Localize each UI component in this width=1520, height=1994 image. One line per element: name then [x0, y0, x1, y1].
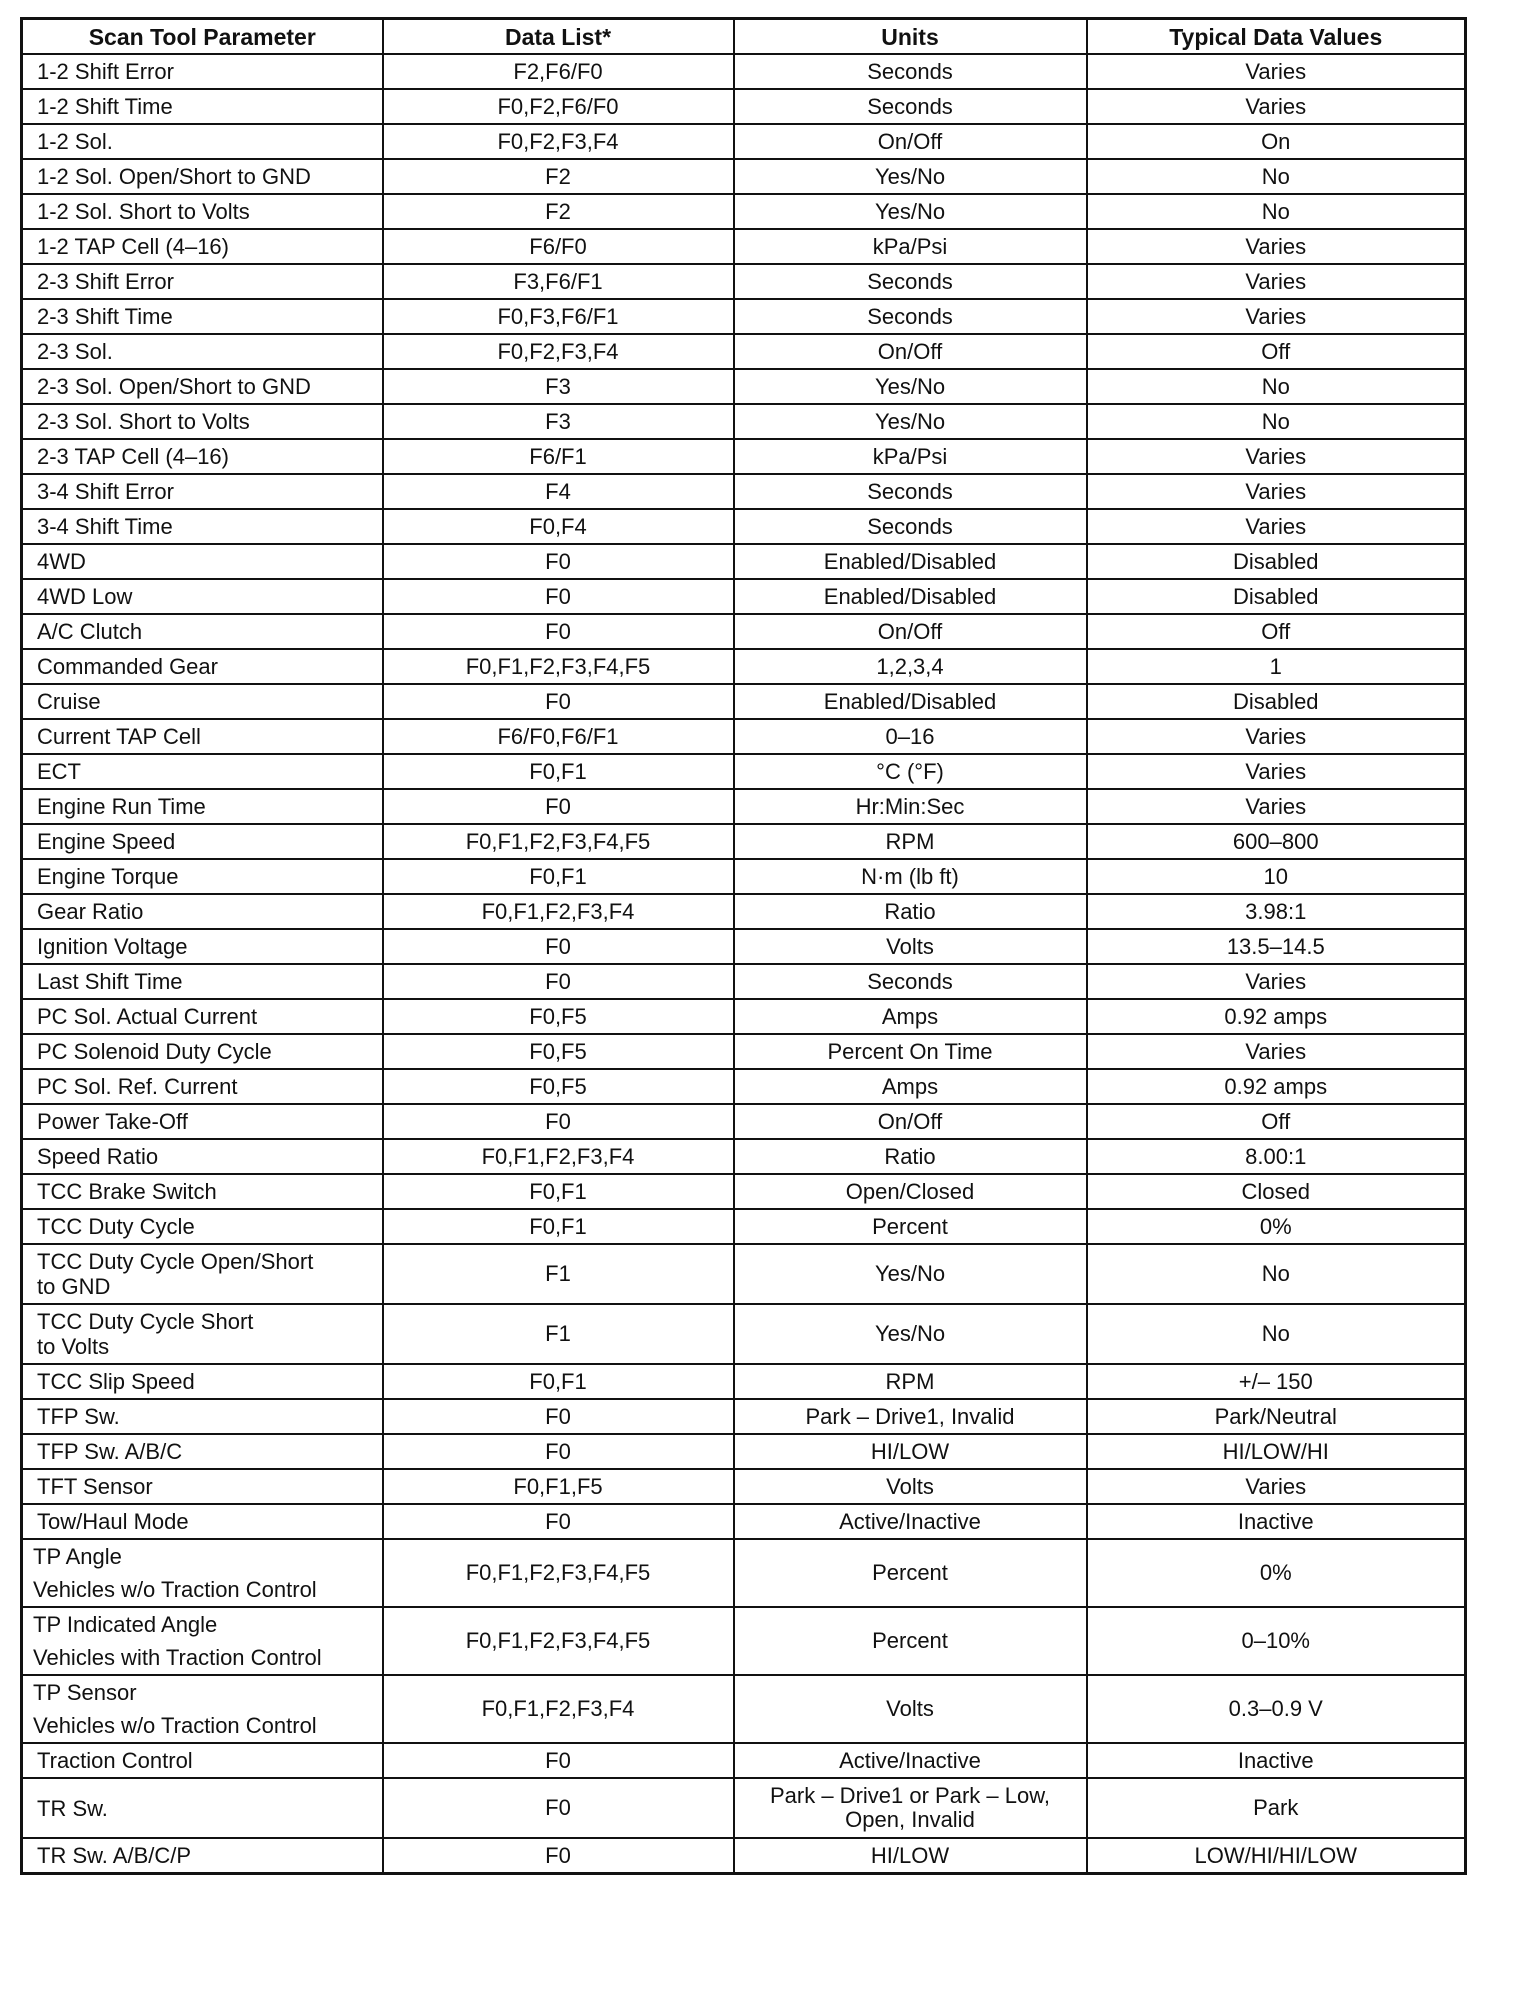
- parameter-name: Power Take-Off: [37, 1108, 188, 1134]
- cell-parameter: [22, 964, 383, 999]
- cell-units: On/Off: [734, 124, 1087, 159]
- table-row: [22, 614, 1466, 649]
- cell-units: Percent: [734, 1539, 1087, 1607]
- cell-typical-value: Disabled: [1087, 544, 1466, 579]
- cell-data-list: F0: [383, 614, 734, 649]
- table-row: [22, 964, 1466, 999]
- cell-parameter: [22, 54, 383, 89]
- cell-data-list: F0: [383, 929, 734, 964]
- cell-typical-value: Closed: [1087, 1174, 1466, 1209]
- cell-parameter: [22, 404, 383, 439]
- cell-data-list: F0,F1: [383, 1364, 734, 1399]
- table-row: [22, 1675, 1466, 1743]
- cell-typical-value: No: [1087, 404, 1466, 439]
- cell-typical-value: +/– 150: [1087, 1364, 1466, 1399]
- cell-data-list: F0,F5: [383, 1069, 734, 1104]
- cell-data-list: F0: [383, 1778, 734, 1838]
- parameter-name: ECT: [37, 758, 81, 784]
- cell-units: Seconds: [734, 299, 1087, 334]
- cell-parameter: [22, 299, 383, 334]
- cell-units: Amps: [734, 1069, 1087, 1104]
- cell-typical-value: Inactive: [1087, 1504, 1466, 1539]
- cell-units: Amps: [734, 999, 1087, 1034]
- cell-units: Active/Inactive: [734, 1504, 1087, 1539]
- cell-typical-value: Varies: [1087, 474, 1466, 509]
- cell-typical-value: Varies: [1087, 754, 1466, 789]
- cell-units: Volts: [734, 929, 1087, 964]
- cell-units: Seconds: [734, 54, 1087, 89]
- table-row: [22, 89, 1466, 124]
- cell-parameter: [22, 1838, 383, 1874]
- cell-typical-value: Varies: [1087, 964, 1466, 999]
- parameter-name: TCC Duty Cycle: [37, 1213, 195, 1239]
- table-row: [22, 999, 1466, 1034]
- parameter-name: PC Solenoid Duty Cycle: [37, 1038, 272, 1064]
- parameter-name: Engine Torque: [37, 863, 179, 889]
- table-row: [22, 1743, 1466, 1778]
- cell-data-list: F0,F5: [383, 999, 734, 1034]
- cell-parameter: [22, 264, 383, 299]
- cell-data-list: F3: [383, 369, 734, 404]
- cell-parameter: [22, 719, 383, 754]
- parameter-name: A/C Clutch: [37, 618, 143, 644]
- table-row: [22, 1174, 1466, 1209]
- cell-data-list: F0,F1: [383, 859, 734, 894]
- cell-units: kPa/Psi: [734, 229, 1087, 264]
- table-row: [22, 1539, 1466, 1607]
- parameter-name: 1-2 Shift Error: [37, 58, 174, 84]
- cell-units: Seconds: [734, 89, 1087, 124]
- table-row: [22, 194, 1466, 229]
- parameter-name: 2-3 TAP Cell (4–16): [37, 443, 229, 469]
- cell-typical-value: 600–800: [1087, 824, 1466, 859]
- cell-data-list: F0,F5: [383, 1034, 734, 1069]
- cell-units: Enabled/Disabled: [734, 544, 1087, 579]
- cell-units: HI/LOW: [734, 1838, 1087, 1874]
- table-row: [22, 1244, 1466, 1304]
- cell-typical-value: No: [1087, 159, 1466, 194]
- cell-typical-value: Off: [1087, 334, 1466, 369]
- cell-data-list: F0: [383, 1743, 734, 1778]
- table-row: [22, 1034, 1466, 1069]
- cell-units: Park – Drive1, Invalid: [734, 1399, 1087, 1434]
- cell-units: Open/Closed: [734, 1174, 1087, 1209]
- cell-data-list: F0: [383, 789, 734, 824]
- cell-typical-value: Off: [1087, 614, 1466, 649]
- cell-parameter: [22, 194, 383, 229]
- parameter-name: Engine Speed: [37, 828, 176, 854]
- cell-parameter: [22, 369, 383, 404]
- parameter-name: 4WD Low: [37, 583, 133, 609]
- header-scan-tool-parameter: Scan Tool Parameter: [22, 19, 383, 55]
- cell-typical-value: Varies: [1087, 789, 1466, 824]
- cell-typical-value: Varies: [1087, 299, 1466, 334]
- parameter-name: Cruise: [37, 688, 101, 714]
- cell-parameter: [22, 1174, 383, 1209]
- cell-parameter: [22, 894, 383, 929]
- cell-typical-value: Park/Neutral: [1087, 1399, 1466, 1434]
- header-units: Units: [734, 19, 1087, 55]
- cell-parameter: [22, 614, 383, 649]
- cell-units: Percent: [734, 1607, 1087, 1675]
- parameter-name: Gear Ratio: [37, 898, 144, 924]
- cell-parameter: [22, 1539, 383, 1607]
- cell-parameter: [22, 1304, 383, 1364]
- cell-data-list: F0: [383, 1399, 734, 1434]
- cell-typical-value: Varies: [1087, 439, 1466, 474]
- cell-parameter: [22, 1209, 383, 1244]
- cell-parameter: [22, 509, 383, 544]
- cell-data-list: F0: [383, 544, 734, 579]
- table-row: [22, 474, 1466, 509]
- cell-parameter: [22, 999, 383, 1034]
- cell-parameter: [22, 649, 383, 684]
- parameter-name: Traction Control: [37, 1747, 193, 1773]
- cell-typical-value: 0–10%: [1087, 1607, 1466, 1675]
- cell-typical-value: Disabled: [1087, 684, 1466, 719]
- table-row: [22, 1504, 1466, 1539]
- cell-parameter: [22, 1504, 383, 1539]
- table-row: [22, 1838, 1466, 1874]
- cell-parameter: [22, 579, 383, 614]
- table-row: [22, 299, 1466, 334]
- cell-data-list: F0,F4: [383, 509, 734, 544]
- cell-parameter: [22, 159, 383, 194]
- cell-units: HI/LOW: [734, 1434, 1087, 1469]
- cell-typical-value: 10: [1087, 859, 1466, 894]
- parameter-name: 3-4 Shift Error: [37, 478, 174, 504]
- cell-data-list: F0,F1: [383, 1209, 734, 1244]
- cell-units: Yes/No: [734, 159, 1087, 194]
- cell-data-list: F0: [383, 1838, 734, 1874]
- table-row: [22, 439, 1466, 474]
- cell-typical-value: Varies: [1087, 89, 1466, 124]
- cell-typical-value: Off: [1087, 1104, 1466, 1139]
- cell-parameter: [22, 1743, 383, 1778]
- parameter-qualifier: Vehicles w/o Traction Control: [33, 1713, 317, 1738]
- table-row: [22, 894, 1466, 929]
- cell-typical-value: 0.92 amps: [1087, 999, 1466, 1034]
- cell-typical-value: 13.5–14.5: [1087, 929, 1466, 964]
- cell-units: Yes/No: [734, 1304, 1087, 1364]
- cell-typical-value: Disabled: [1087, 579, 1466, 614]
- table-row: [22, 1434, 1466, 1469]
- parameter-name: TP Indicated Angle: [33, 1612, 218, 1637]
- table-row: [22, 159, 1466, 194]
- cell-units: Volts: [734, 1469, 1087, 1504]
- table-row: [22, 1607, 1466, 1675]
- cell-data-list: F1: [383, 1244, 734, 1304]
- cell-data-list: F6/F1: [383, 439, 734, 474]
- cell-data-list: F0,F1,F2,F3,F4,F5: [383, 824, 734, 859]
- table-row: [22, 1364, 1466, 1399]
- cell-parameter: [22, 1139, 383, 1174]
- cell-data-list: F0,F1,F2,F3,F4,F5: [383, 1607, 734, 1675]
- table-row: [22, 789, 1466, 824]
- cell-typical-value: 0.92 amps: [1087, 1069, 1466, 1104]
- parameter-name: 2-3 Sol.: [37, 338, 113, 364]
- cell-typical-value: Varies: [1087, 229, 1466, 264]
- parameter-name: Tow/Haul Mode: [37, 1508, 189, 1534]
- cell-units: On/Off: [734, 614, 1087, 649]
- parameter-name: Commanded Gear: [37, 653, 218, 679]
- cell-typical-value: LOW/HI/HI/LOW: [1087, 1838, 1466, 1874]
- cell-data-list: F2,F6/F0: [383, 54, 734, 89]
- scan-tool-data-table: [20, 17, 1467, 1875]
- cell-parameter: [22, 1469, 383, 1504]
- cell-units: On/Off: [734, 334, 1087, 369]
- cell-parameter: [22, 439, 383, 474]
- table-row: [22, 1304, 1466, 1364]
- cell-parameter: [22, 334, 383, 369]
- cell-parameter: [22, 1034, 383, 1069]
- parameter-name: 3-4 Shift Time: [37, 513, 173, 539]
- cell-typical-value: Inactive: [1087, 1743, 1466, 1778]
- parameter-name: TCC Duty Cycle Open/Short: [37, 1249, 314, 1274]
- cell-parameter: [22, 1364, 383, 1399]
- cell-typical-value: Varies: [1087, 719, 1466, 754]
- cell-typical-value: No: [1087, 369, 1466, 404]
- cell-units: Yes/No: [734, 1244, 1087, 1304]
- parameter-name: Engine Run Time: [37, 793, 206, 819]
- parameter-name: PC Sol. Ref. Current: [37, 1073, 238, 1099]
- cell-units: Yes/No: [734, 194, 1087, 229]
- cell-data-list: F3: [383, 404, 734, 439]
- cell-units: Yes/No: [734, 369, 1087, 404]
- cell-parameter: [22, 1434, 383, 1469]
- parameter-name: TR Sw.: [37, 1795, 108, 1821]
- table-body: [22, 54, 1466, 1874]
- parameter-name: Speed Ratio: [37, 1143, 159, 1169]
- table-row: [22, 1399, 1466, 1434]
- cell-parameter: [22, 929, 383, 964]
- cell-units: Seconds: [734, 264, 1087, 299]
- table-row: [22, 649, 1466, 684]
- parameter-name: TP Angle: [33, 1544, 122, 1569]
- table-row: [22, 544, 1466, 579]
- table-row: [22, 509, 1466, 544]
- cell-data-list: F0,F1,F2,F3,F4: [383, 1675, 734, 1743]
- parameter-qualifier: to Volts: [37, 1334, 110, 1359]
- cell-data-list: F4: [383, 474, 734, 509]
- parameter-name: 2-3 Shift Error: [37, 268, 174, 294]
- cell-units: Ratio: [734, 894, 1087, 929]
- parameter-name: TP Sensor: [33, 1680, 137, 1705]
- parameter-name: Current TAP Cell: [37, 723, 201, 749]
- parameter-name: TFT Sensor: [37, 1473, 153, 1499]
- parameter-name: TCC Brake Switch: [37, 1178, 217, 1204]
- cell-typical-value: Varies: [1087, 1034, 1466, 1069]
- cell-units: On/Off: [734, 1104, 1087, 1139]
- cell-typical-value: Park: [1087, 1778, 1466, 1838]
- cell-units: Ratio: [734, 1139, 1087, 1174]
- cell-units: Enabled/Disabled: [734, 684, 1087, 719]
- cell-data-list: F0,F1: [383, 1174, 734, 1209]
- cell-data-list: F0: [383, 1504, 734, 1539]
- cell-units: Enabled/Disabled: [734, 579, 1087, 614]
- cell-parameter: [22, 754, 383, 789]
- cell-typical-value: 0%: [1087, 1539, 1466, 1607]
- table-row: [22, 1139, 1466, 1174]
- cell-parameter: [22, 89, 383, 124]
- table-row: [22, 1778, 1466, 1838]
- cell-parameter: [22, 684, 383, 719]
- cell-typical-value: Varies: [1087, 264, 1466, 299]
- cell-units: Seconds: [734, 509, 1087, 544]
- table-row: [22, 1104, 1466, 1139]
- cell-parameter: [22, 859, 383, 894]
- cell-units: Volts: [734, 1675, 1087, 1743]
- cell-units: kPa/Psi: [734, 439, 1087, 474]
- cell-units: Yes/No: [734, 404, 1087, 439]
- parameter-name: 1-2 Sol.: [37, 128, 113, 154]
- table-row: [22, 264, 1466, 299]
- parameter-name: TFP Sw. A/B/C: [37, 1438, 183, 1464]
- parameter-qualifier: Vehicles w/o Traction Control: [33, 1577, 317, 1602]
- cell-data-list: F0: [383, 579, 734, 614]
- cell-data-list: F2: [383, 159, 734, 194]
- parameter-qualifier: Vehicles with Traction Control: [33, 1645, 322, 1670]
- table-row: [22, 684, 1466, 719]
- cell-units: °C (°F): [734, 754, 1087, 789]
- cell-parameter: [22, 1778, 383, 1838]
- table-row: [22, 1069, 1466, 1104]
- cell-typical-value: HI/LOW/HI: [1087, 1434, 1466, 1469]
- table-row: [22, 54, 1466, 89]
- parameter-name: TR Sw. A/B/C/P: [37, 1842, 192, 1868]
- cell-units: Park – Drive1 or Park – Low, Open, Invalid: [734, 1778, 1087, 1838]
- parameter-name: 1-2 Sol. Open/Short to GND: [37, 163, 311, 189]
- cell-parameter: [22, 1399, 383, 1434]
- cell-typical-value: Varies: [1087, 509, 1466, 544]
- cell-parameter: [22, 1607, 383, 1675]
- table-row: [22, 579, 1466, 614]
- cell-typical-value: 8.00:1: [1087, 1139, 1466, 1174]
- cell-typical-value: 3.98:1: [1087, 894, 1466, 929]
- parameter-name: 2-3 Sol. Open/Short to GND: [37, 373, 311, 399]
- cell-units: N·m (lb ft): [734, 859, 1087, 894]
- cell-data-list: F0,F2,F3,F4: [383, 334, 734, 369]
- cell-units: 0–16: [734, 719, 1087, 754]
- table-header-row: [22, 19, 1466, 55]
- parameter-qualifier: to GND: [37, 1274, 111, 1299]
- cell-data-list: F0,F1,F5: [383, 1469, 734, 1504]
- cell-units: Seconds: [734, 964, 1087, 999]
- cell-data-list: F0: [383, 1434, 734, 1469]
- cell-parameter: [22, 1069, 383, 1104]
- table-row: [22, 754, 1466, 789]
- cell-typical-value: 0%: [1087, 1209, 1466, 1244]
- cell-units: Active/Inactive: [734, 1743, 1087, 1778]
- cell-parameter: [22, 1675, 383, 1743]
- cell-data-list: F0: [383, 684, 734, 719]
- cell-parameter: [22, 789, 383, 824]
- parameter-name: PC Sol. Actual Current: [37, 1003, 258, 1029]
- table-row: [22, 859, 1466, 894]
- table-row: [22, 1209, 1466, 1244]
- cell-data-list: F0,F1,F2,F3,F4: [383, 1139, 734, 1174]
- cell-typical-value: Varies: [1087, 1469, 1466, 1504]
- table-row: [22, 229, 1466, 264]
- cell-typical-value: On: [1087, 124, 1466, 159]
- parameter-name: 1-2 Sol. Short to Volts: [37, 198, 250, 224]
- table-row: [22, 719, 1466, 754]
- cell-typical-value: 0.3–0.9 V: [1087, 1675, 1466, 1743]
- cell-data-list: F0,F1: [383, 754, 734, 789]
- parameter-name: TCC Slip Speed: [37, 1368, 195, 1394]
- parameter-name: TFP Sw.: [37, 1403, 120, 1429]
- header-data-list: Data List*: [383, 19, 734, 55]
- table-row: [22, 929, 1466, 964]
- cell-units: Percent On Time: [734, 1034, 1087, 1069]
- table-row: [22, 404, 1466, 439]
- parameter-name: TCC Duty Cycle Short: [37, 1309, 254, 1334]
- cell-units: 1,2,3,4: [734, 649, 1087, 684]
- cell-data-list: F0,F2,F3,F4: [383, 124, 734, 159]
- cell-data-list: F0,F1,F2,F3,F4,F5: [383, 649, 734, 684]
- cell-data-list: F0,F3,F6/F1: [383, 299, 734, 334]
- table-row: [22, 124, 1466, 159]
- cell-data-list: F0,F1,F2,F3,F4: [383, 894, 734, 929]
- cell-units: Percent: [734, 1209, 1087, 1244]
- cell-data-list: F0: [383, 964, 734, 999]
- cell-parameter: [22, 824, 383, 859]
- cell-parameter: [22, 1244, 383, 1304]
- cell-units: RPM: [734, 1364, 1087, 1399]
- parameter-name: Ignition Voltage: [37, 933, 188, 959]
- cell-parameter: [22, 124, 383, 159]
- cell-typical-value: No: [1087, 1304, 1466, 1364]
- parameter-name: 2-3 Sol. Short to Volts: [37, 408, 250, 434]
- parameter-name: 2-3 Shift Time: [37, 303, 173, 329]
- parameter-name: Last Shift Time: [37, 968, 183, 994]
- cell-units: RPM: [734, 824, 1087, 859]
- table-row: [22, 1469, 1466, 1504]
- cell-units: Seconds: [734, 474, 1087, 509]
- cell-typical-value: No: [1087, 1244, 1466, 1304]
- cell-typical-value: No: [1087, 194, 1466, 229]
- cell-parameter: [22, 1104, 383, 1139]
- cell-parameter: [22, 229, 383, 264]
- table-row: [22, 334, 1466, 369]
- table-row: [22, 369, 1466, 404]
- cell-parameter: [22, 474, 383, 509]
- cell-data-list: F0,F1,F2,F3,F4,F5: [383, 1539, 734, 1607]
- parameter-name: 4WD: [37, 548, 86, 574]
- table-row: [22, 824, 1466, 859]
- cell-data-list: F6/F0: [383, 229, 734, 264]
- header-typical-data-values: Typical Data Values: [1087, 19, 1466, 55]
- cell-data-list: F2: [383, 194, 734, 229]
- parameter-name: 1-2 Shift Time: [37, 93, 173, 119]
- parameter-name: 1-2 TAP Cell (4–16): [37, 233, 229, 259]
- cell-data-list: F6/F0,F6/F1: [383, 719, 734, 754]
- cell-units: Hr:Min:Sec: [734, 789, 1087, 824]
- cell-parameter: [22, 544, 383, 579]
- cell-data-list: F0,F2,F6/F0: [383, 89, 734, 124]
- cell-data-list: F1: [383, 1304, 734, 1364]
- cell-data-list: F3,F6/F1: [383, 264, 734, 299]
- cell-typical-value: Varies: [1087, 54, 1466, 89]
- cell-data-list: F0: [383, 1104, 734, 1139]
- cell-typical-value: 1: [1087, 649, 1466, 684]
